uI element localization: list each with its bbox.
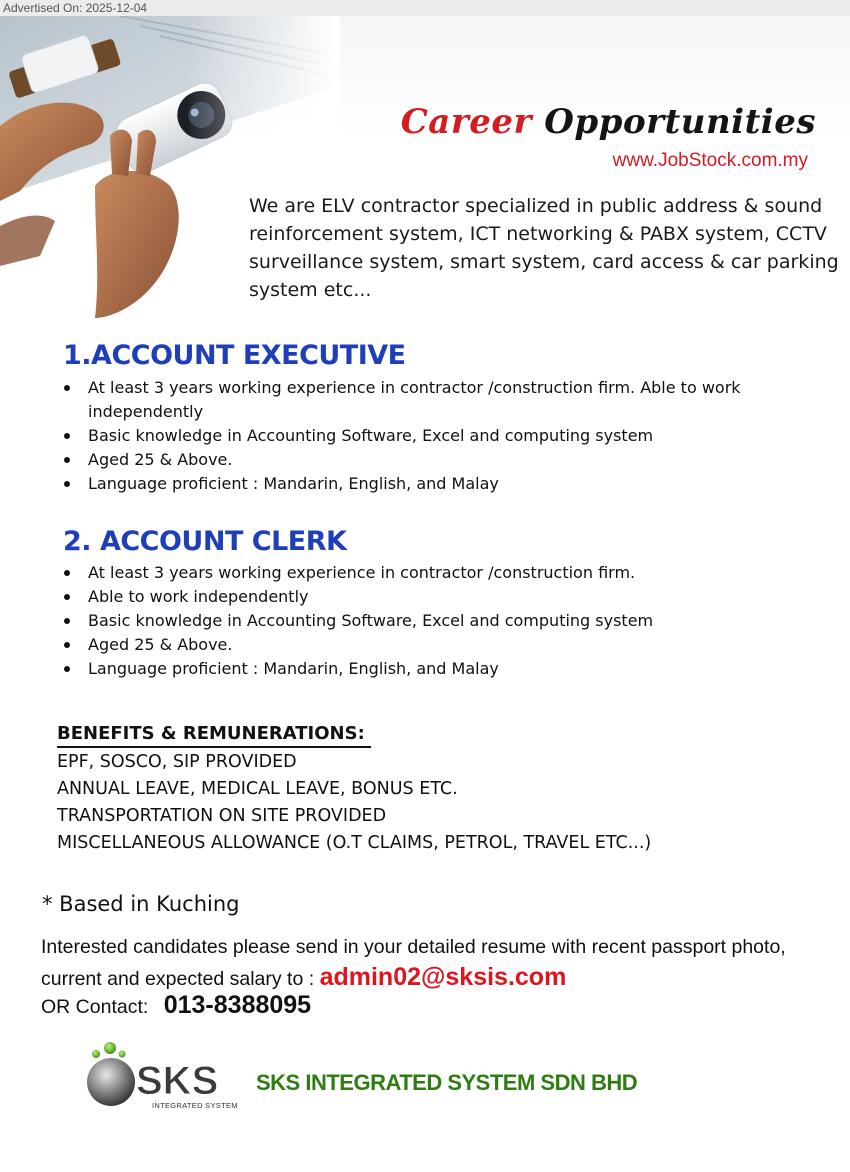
logo-sks-text: SKS bbox=[136, 1059, 219, 1103]
benefit-item: ANNUAL LEAVE, MEDICAL LEAVE, BONUS ETC. bbox=[57, 779, 458, 799]
sks-logo bbox=[84, 1040, 249, 1112]
application-instructions bbox=[41, 932, 841, 994]
contact-prefix: OR Contact: bbox=[41, 996, 149, 1018]
requirement-item: Aged 25 & Above. bbox=[64, 633, 804, 657]
benefits-list bbox=[57, 749, 651, 857]
apply-line-2 bbox=[41, 962, 841, 994]
requirement-item: Able to work independently bbox=[64, 585, 804, 609]
contact-line bbox=[41, 991, 311, 1020]
career-opportunities-title bbox=[401, 102, 816, 142]
job-title-account-executive: 1.ACCOUNT EXECUTIVE bbox=[63, 340, 406, 371]
jobstock-website[interactable]: www.JobStock.com.my bbox=[612, 150, 808, 171]
logo-subtext: INTEGRATED SYSTEM bbox=[152, 1101, 238, 1110]
company-name: SKS INTEGRATED SYSTEM SDN BHD bbox=[256, 1070, 638, 1095]
job-location: * Based in Kuching bbox=[42, 892, 240, 916]
contact-email-link[interactable]: admin02@sksis.com bbox=[319, 963, 567, 991]
contact-phone[interactable]: 013-8388095 bbox=[163, 991, 312, 1019]
requirement-item: Aged 25 & Above. bbox=[64, 448, 804, 472]
company-intro: We are ELV contractor specialized in public address & sound reinforcement system, ICT networking & PABX system, CCTV surveillance system, smart system, card access & car parking system etc... bbox=[249, 195, 839, 301]
requirement-item: Language proficient : Mandarin, English, and Malay bbox=[64, 657, 804, 681]
benefit-item: TRANSPORTATION ON SITE PROVIDED bbox=[57, 806, 387, 826]
apply-salary-text: current and expected salary to : bbox=[41, 968, 315, 990]
logo-sphere-icon bbox=[87, 1058, 135, 1106]
requirement-item: At least 3 years working experience in contractor /construction firm. bbox=[64, 561, 804, 585]
requirements-account-executive bbox=[64, 376, 804, 496]
title-career: Career bbox=[400, 102, 532, 142]
benefit-item: MISCELLANEOUS ALLOWANCE (O.T CLAIMS, PETROL, TRAVEL ETC...) bbox=[57, 833, 652, 853]
title-opportunities: Opportunities bbox=[544, 102, 816, 142]
requirements-account-clerk bbox=[64, 561, 804, 681]
apply-line-1: Interested candidates please send in your detailed resume with recent passport photo, bbox=[41, 936, 786, 958]
requirement-item: Basic knowledge in Accounting Software, Excel and computing system bbox=[64, 424, 804, 448]
advertised-date: Advertised On: 2025-12-04 bbox=[0, 0, 850, 16]
benefit-item: EPF, SOSCO, SIP PROVIDED bbox=[57, 752, 297, 772]
header-banner bbox=[0, 16, 850, 318]
requirement-item: Language proficient : Mandarin, English, and Malay bbox=[64, 472, 804, 496]
requirement-item: At least 3 years working experience in contractor /construction firm. Able to work independently bbox=[64, 376, 804, 424]
requirement-item: Basic knowledge in Accounting Software, Excel and computing system bbox=[64, 609, 804, 633]
job-title-account-clerk: 2. ACCOUNT CLERK bbox=[63, 526, 347, 557]
benefits-heading: BENEFITS & REMUNERATIONS: bbox=[57, 722, 371, 748]
